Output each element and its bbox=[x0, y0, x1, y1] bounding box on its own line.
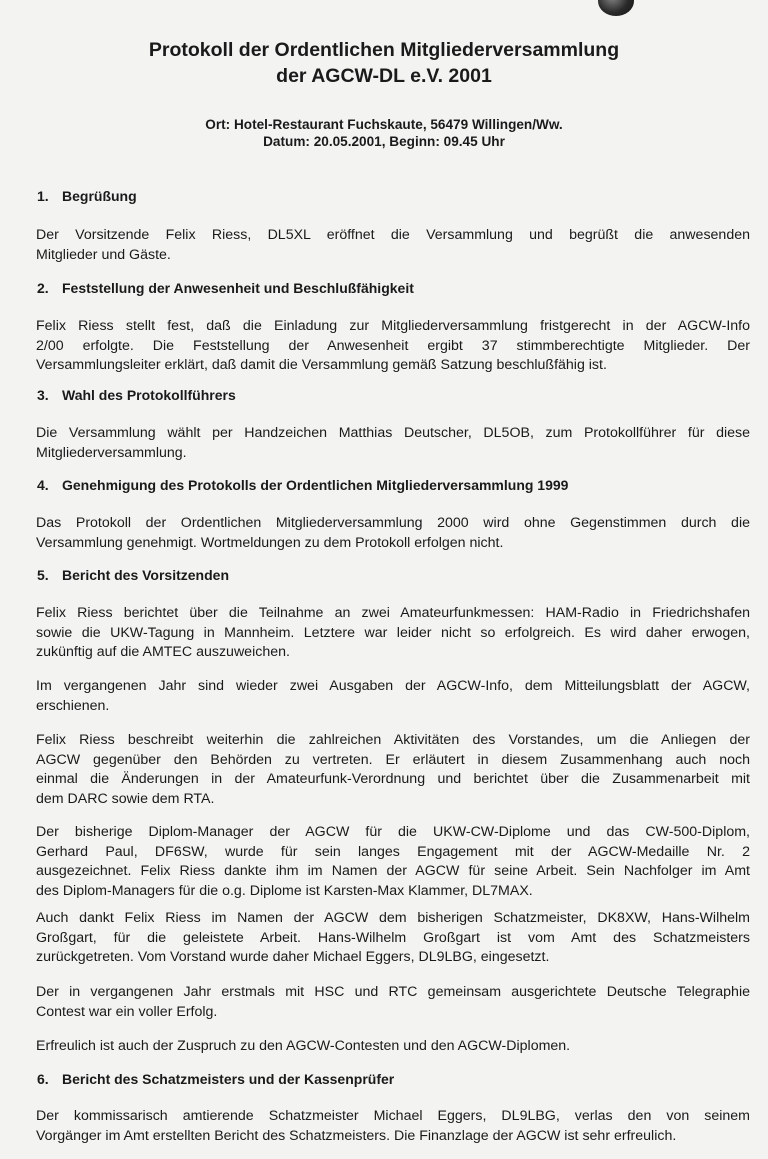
paragraph-line: Felix Riess stellt fest, daß die Einladung zur Mitgliederversammlung fristgerecht in der AGCW-Info bbox=[36, 318, 750, 334]
section-heading bbox=[37, 566, 737, 584]
paragraph-line: des Diplom-Managers für die o.g. Diplome ist Karsten-Max Klammer, DL7MAX. bbox=[36, 882, 533, 899]
section-heading bbox=[37, 187, 737, 205]
paragraph bbox=[36, 1107, 750, 1146]
paragraph bbox=[36, 317, 750, 376]
section-heading bbox=[37, 386, 737, 404]
paragraph-line: Der kommissarisch amtierende Schatzmeister Michael Eggers, DL9LBG, verlas den von seinem bbox=[36, 1108, 750, 1124]
paragraph bbox=[36, 677, 750, 716]
paragraph-line: zurückgetreten. Vom Vorstand wurde daher Michael Eggers, DL9LBG, eingesetzt. bbox=[36, 949, 550, 965]
section-heading-text: Bericht des Schatzmeisters und der Kassenprüfer bbox=[62, 1071, 395, 1087]
paragraph bbox=[36, 424, 750, 463]
paragraph-line: Versammlung genehmigt. Wortmeldungen zu dem Protokoll erfolgen nicht. bbox=[36, 534, 504, 551]
section-heading bbox=[37, 1070, 737, 1088]
meeting-date: Datum: 20.05.2001, Beginn: 09.45 Uhr bbox=[263, 134, 505, 149]
document-title-line1: Protokoll der Ordentlichen Mitgliederversammlung bbox=[148, 39, 620, 61]
section-heading bbox=[37, 476, 737, 494]
section-heading-text: Bericht des Vorsitzenden bbox=[62, 567, 230, 583]
paragraph bbox=[36, 731, 750, 809]
paragraph-line: Der bisherige Diplom-Manager der AGCW für die UKW-CW-Diplome und das CW-500-Diplom, bbox=[36, 824, 750, 840]
section-number: 2. bbox=[37, 280, 49, 296]
paragraph-line: Im vergangenen Jahr sind wieder zwei Ausgaben der AGCW-Info, dem Mitteilungsblatt der AGCW, bbox=[36, 678, 750, 694]
paragraph-line: Felix Riess beschreibt weiterhin die zahlreichen Aktivitäten des Vorstandes, um die Anliegen der bbox=[36, 732, 750, 748]
paragraph-line: Die Versammlung wählt per Handzeichen Matthias Deutscher, DL5OB, zum Protokollführer für diese bbox=[36, 425, 750, 441]
paragraph-line: Das Protokoll der Ordentlichen Mitgliederversammlung 2000 wird ohne Gegenstimmen durch die bbox=[36, 515, 750, 531]
section-number: 1. bbox=[37, 188, 49, 204]
paragraph-line: Der Vorsitzende Felix Riess, DL5XL eröffnet die Versammlung und begrüßt die anwesenden bbox=[36, 227, 750, 243]
paragraph bbox=[36, 823, 750, 901]
section-number: 6. bbox=[37, 1071, 49, 1087]
meeting-location: Ort: Hotel-Restaurant Fuchskaute, 56479 Willingen/Ww. bbox=[205, 117, 563, 132]
paragraph bbox=[36, 1037, 750, 1057]
paragraph-line: Felix Riess berichtet über die Teilnahme an zwei Amateurfunkmessen: HAM-Radio in Friedrichshafen bbox=[36, 605, 750, 621]
paragraph bbox=[36, 909, 750, 968]
paragraph-line: Der in vergangenen Jahr erstmals mit HSC und RTC gemeinsam ausgerichtete Deutsche Telegraphie bbox=[36, 984, 750, 1000]
paragraph-line: Gerhard Paul, DF6SW, wurde für sein langes Engagement mit der AGCW-Medaille Nr. 2 bbox=[36, 843, 750, 860]
paragraph-line: Großgart, für die geleistete Arbeit. Hans-Wilhelm Großgart ist vom Amt des Schatzmeisters bbox=[36, 929, 750, 946]
paragraph bbox=[36, 226, 750, 265]
section-heading bbox=[37, 279, 737, 297]
paragraph-line: Mitglieder und Gäste. bbox=[36, 246, 171, 263]
paragraph-line: Mitgliederversammlung. bbox=[36, 444, 187, 461]
document-title-line2: der AGCW-DL e.V. 2001 bbox=[276, 65, 492, 87]
section-number: 5. bbox=[37, 567, 49, 583]
paragraph-line: AGCW gegenüber den Behörden zu vertreten. Er erläutert in diesem Zusammenhang auch noch bbox=[36, 751, 750, 768]
section-number: 3. bbox=[37, 387, 49, 403]
paragraph-line: sowie die UKW-Tagung in Mannheim. Letztere war leider nicht so erfolgreich. Es wird daher erwogen, bbox=[36, 624, 750, 641]
paragraph-line: einmal die Änderungen in der Amateurfunk-Verordnung und berichtet über die Zusammenarbeit mit bbox=[36, 771, 750, 787]
paragraph-line: 2/00 erfolgte. Die Feststellung der Anwesenheit ergibt 37 stimmberechtigte Mitglieder. Der bbox=[36, 337, 750, 354]
paragraph-line: Versammlungsleiter erklärt, daß damit die Versammlung gemäß Satzung beschlußfähig ist. bbox=[36, 357, 607, 373]
paragraph bbox=[36, 514, 750, 553]
paragraph-line: Contest war ein voller Erfolg. bbox=[36, 1003, 218, 1020]
paragraph-line: Auch dankt Felix Riess im Namen der AGCW dem bisherigen Schatzmeister, DK8XW, Hans-Wilhelm bbox=[36, 910, 750, 926]
paragraph bbox=[36, 983, 750, 1022]
section-heading-text: Wahl des Protokollführers bbox=[62, 387, 236, 403]
paragraph bbox=[36, 604, 750, 663]
paragraph-line: Vorgänger im Amt erstellten Bericht des Schatzmeisters. Die Finanzlage der AGCW ist sehr erfreulich. bbox=[36, 1127, 677, 1144]
paragraph-line: dem DARC sowie dem RTA. bbox=[36, 790, 215, 807]
scan-hole-mark bbox=[598, 0, 634, 16]
section-number: 4. bbox=[37, 477, 49, 493]
paragraph-line: Erfreulich ist auch der Zuspruch zu den AGCW-Contesten und den AGCW-Diplomen. bbox=[36, 1038, 571, 1054]
section-heading-text: Feststellung der Anwesenheit und Beschlußfähigkeit bbox=[62, 280, 414, 296]
paragraph-line: erschienen. bbox=[36, 697, 110, 714]
paragraph-line: ausgezeichnet. Felix Riess dankte ihm im Namen der AGCW für seine Arbeit. Sein Nachfolger im Amt bbox=[36, 863, 750, 879]
paragraph-line: zukünftig auf die AMTEC auszuweichen. bbox=[36, 644, 290, 660]
section-heading-text: Genehmigung des Protokolls der Ordentlichen Mitgliederversammlung 1999 bbox=[62, 477, 569, 493]
section-heading-text: Begrüßung bbox=[62, 188, 137, 204]
